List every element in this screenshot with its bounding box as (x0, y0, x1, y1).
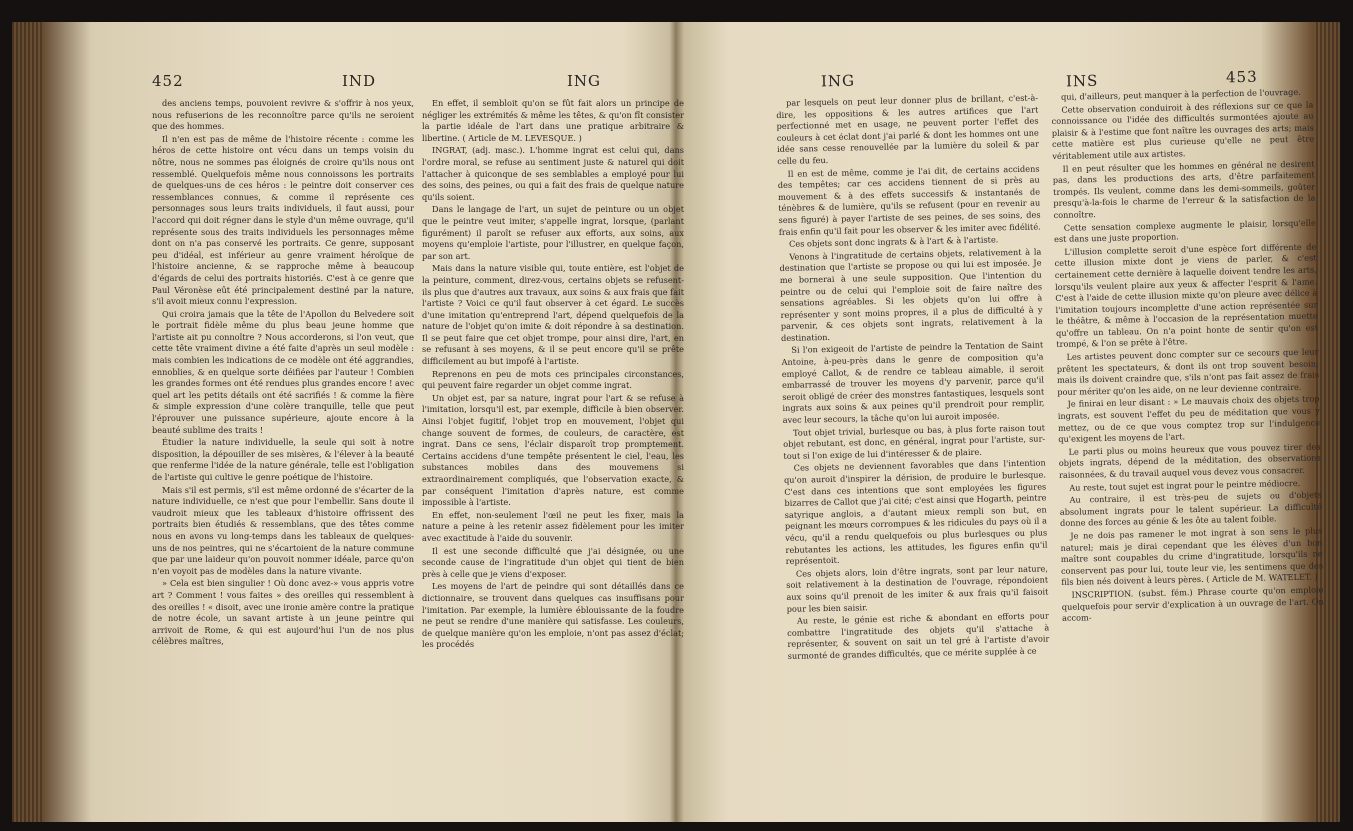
paragraph: qui, d'ailleurs, peut manquer à la perfection de l'ouvrage. (1060, 86, 1301, 102)
paragraph: Reprenons en peu de mots ces principales circonstances, qui peuvent faire regarder un objet comme ingrat. (422, 368, 684, 391)
paragraph: Mais dans la nature visible qui, toute entière, est l'objet de la peinture, comment, direz-vous, certains objets se refusent-ils plus que d'autres aux travaux, aux soins & aux frais que fait l'artiste ? Voici ce qu'il faut observer à cet égard. Le succès d'une imitation qu'entreprend l'art, dépend quelquefois de la nature de l'objet qu'on imite & doit répondre à sa destination. Il se peut faire que cet objet trompe, pour ainsi dire, l'art, en se refusant à ses moyens, & il se peut encore qu'il se prête difficilement au but impofé à l'artiste. (422, 263, 684, 367)
paragraph: Cette sensation complexe augmente le plaisir, lorsqu'elle est dans une juste proportion. (1053, 217, 1316, 245)
right-column-2 (1051, 87, 1328, 792)
paragraph: Cette observation conduiroit à des réflexions sur ce que la connoissance ou l'idée des difficultés surmontées ajoute au plaisir & à l'estime que font naître les ouvrages des arts; mais cette matière est plus curieuse qu'elle ne peut être véritablement utile aux artistes. (1051, 99, 1315, 161)
paragraph: Ces objets alors, loin d'être ingrats, sont par leur nature, soit relativement à la destination de l'ouvrage, répondoient aux soins qu'il prenoit de les imiter & aux frais qu'il faisoit pour les bien saisir. (786, 563, 1049, 614)
paragraph: Étudier la nature individuelle, la seule qui soit à notre disposition, la dépouiller de ses misères, & l'élever à la beauté que renferme l'idée de la nature générale, telle est l'obligation de l'artiste qui cultive le genre poétique de l'histoire. (152, 437, 414, 482)
paragraph: L'illusion complette seroit d'une espèce fort différente de cette illusion mixte dont je viens de parler, & c'est certainement cette dernière à laquelle doivent tendre les arts, lorsqu'ils veulent plaire aux yeux & affecter l'esprit & l'ame. C'est à l'aide de cette illusion mixte qu'on pleure avec délice à l'imitation toujours incomplette d'une action représentée sur le théâtre, & même à l'occasion de la représentation muette qu'offre un tableau. On n'a point honte de sentir qu'on est trompé, & l'on se prête à l'être. (1054, 241, 1319, 350)
left-header-ing: ING (567, 72, 602, 90)
left-page-number: 452 (152, 72, 184, 90)
right-column-1 (776, 93, 1053, 798)
paragraph: En effet, il sembloit qu'on se fût fait alors un principe de négliger les extrémités & même les têtes, & qu'on fît consister la partie idéale de l'art dans une pratique arbitraire & libertine. ( Article de M. LEVESQUE. ) (422, 98, 684, 143)
right-page (676, 22, 1340, 822)
paragraph: Au reste, le génie est riche & abondant en efforts pour combattre l'ingratitude des objets qu'il s'attache à représenter, & souvent on sait un tel gré à l'artiste d'avoir surmonté de grandes difficultés, que ce mérite supplée à ce (787, 610, 1050, 661)
right-header-ing: ING (820, 71, 856, 91)
paragraph: par lesquels on peut leur donner plus de brillant, c'est-à-dire, les oppositions & les autres artifices que l'art perfectionné met en usage, ne peuvent porter l'effet des couleurs à cet éclat dont j'ai parlé & dont les hommes ont une idée sans cesse renouvellée par la lumière du soleil & par celle du feu. (776, 92, 1040, 166)
paragraph: Au reste, tout sujet est ingrat pour le peintre médiocre. (1069, 477, 1301, 493)
paragraph: Ces objets sont donc ingrats & à l'art & à l'artiste. (788, 234, 999, 249)
paragraph: » Cela est bien singulier ! Où donc avez-» vous appris votre art ? Comment ! vous faites » des oreilles qui ressemblent à des oreilles ! « disoit, avec une ironie amère contre la pratique de notre école, un savant artiste à un jeune peintre qui arrivoit de Rome, & qui est aujourd'hui l'un de nos plus célèbres maîtres, (152, 578, 414, 647)
paragraph: des anciens temps, pouvoient revivre & s'offrir à nos yeux, nous refuserions de les reconnoître parce qu'ils ne seroient que des hommes. (152, 98, 414, 132)
paragraph: Je finirai en leur disant : » Le mauvais choix des objets trop ingrats, est souvent l'effet du peu de méditation que vous y mettez, ou de ce que vous comptez trop sur l'indulgence qu'exigent les moyens de l'art. (1057, 393, 1321, 445)
paragraph: Le parti plus ou moins heureux que vous pouvez tirer des objets ingrats, dépend de la méditation, des observations raisonnées, & du travail auquel vous devez vous consacrer. (1058, 441, 1321, 480)
paragraph: Qui croira jamais que la tête de l'Apollon du Belvedere soit le portrait fidèle même du plus beau jeune homme que l'artiste ait pu connoître ? Nous accorderons, si l'on veut, que cette tête vraiment divine a été faite d'après un seul modèle : mais combien les indications de ce modèle ont été aggrandies, ennoblies, & en quelque sorte déifiées par l'auteur ! Combien les grandes formes ont été rendues plus grandes encore ! avec quel art les petits détails ont été sacrifiés ! & comme la fière & simple expression d'une colère tranquille, telle que peut l'éprouver une puissance supérieure, ajoute encore à la beauté sublime des traits ! (152, 308, 414, 435)
open-book (12, 22, 1340, 822)
paragraph: INGRAT, (adj. masc.). L'homme ingrat est celui qui, dans l'ordre moral, se refuse au sentiment juste & naturel qui doit l'attacher à quiconque de ses semblables a employé pour lui des soins, des peines, ou qui a fait des frais de quelque nature qu'ils soient. (422, 145, 684, 202)
paragraph: Je ne dois pas ramener le mot ingrat à son sens le plus naturel; mais je dirai cependant que les élèves d'un bon maître sont coupables du crime d'ingratitude, lorsqu'ils ne conservent pas pour lui, toute leur vie, les sentimens que des fils bien nés doivent à leurs pères. ( Article de M. WATELET. ) (1060, 525, 1324, 588)
left-column-1 (152, 98, 414, 798)
paragraph: Un objet est, par sa nature, ingrat pour l'art & se refuse à l'imitation, lorsqu'il est, par exemple, difficile à bien observer. Ainsi l'objet fugitif, l'objet trop en mouvement, l'objet qui change souvent de formes, de couleurs, de caractère, est ingrat. Dans ce sens, l'éclair disparoît trop promptement. Certains accidens d'une tempête présentent le ciel, l'eau, les substances mobiles dans des mouvemens si extraordinairement compliqués, que l'observation exacte, & par conséquent l'imitation d'après nature, est comme impossible à l'artiste. (422, 392, 684, 508)
right-header-ins: INS (1065, 71, 1099, 91)
paragraph: INSCRIPTION. (subst. fém.) Phrase courte qu'on emploie quelquefois pour servir d'explication à un ouvrage de l'art. On accom- (1061, 584, 1324, 624)
paragraph: Dans le langage de l'art, un sujet de peinture ou un objet que le peintre veut imiter, s'appelle ingrat, lorsque, (parlant figurément) il paroît se refuser aux efforts, aux soins, aux moyens qu'emploie l'artiste, pour l'illustrer, en quelque façon, par son art. (422, 204, 684, 261)
paragraph: Venons à l'ingratitude de certains objets, relativement à la destination que l'artiste se propose ou qui lui est imposée. Je me bornerai à une seule supposition. Que l'intention du peintre ou de celui qui l'emploie soit de faire naître des sensations agréables. Si les objets qu'on lui offre à représenter y sont moins propres, il a plus de difficulté à y parvenir, & ces objets sont ingrats, relativement à la destination. (779, 246, 1043, 343)
left-page (12, 22, 684, 822)
paragraph: Tout objet trivial, burlesque ou bas, à plus forte raison tout objet rebutant, est donc, en général, ingrat pour l'artiste, sur-tout si l'on exige de lui d'intéresser & de plaire. (783, 422, 1046, 461)
paragraph: Il n'en est pas de même de l'histoire récente : comme les héros de cette histoire ont vécu dans un temps voisin du nôtre, nous ne sommes pas éloignés de croire qu'ils nous ont ressemblé. Quelquefois même nous connoissons les portraits de quelques-uns de ces héros : le peintre doit conserver ces ressemblances connues, & comme il représente ces personnages sous leurs traits individuels, il faut aussi, pour l'accord qui doit régner dans le style d'un même ouvrage, qu'il représente sous des traits individuels les personnages même dont on n'a pas conservé les portraits. Ce genre, supposant peu d'idéal, est inférieur au genre vraiment héroïque de l'histoire ancienne, & se rapproche même à beaucoup d'égards de celui des portraits historiés. C'est à ce genre que Paul Véronèse eût été principalement destiné par la nature, s'il avoit mieux connu l'expression. (152, 133, 414, 307)
paragraph: Les artistes peuvent donc compter sur ce secours que leur prêtent les spectateurs, & dont ils ont trop souvent besoin; mais ils doivent craindre que, s'ils n'ont pas fait assez de frais pour mériter qu'on les aide, on ne leur devienne contraire. (1056, 346, 1320, 397)
paragraph: Au contraire, il est très-peu de sujets ou d'objets absolument ingrats pour le talent supérieur. La difficulté donne des forces au génie & les ôte au talent foible. (1059, 489, 1322, 529)
left-header-ind: IND (342, 72, 377, 90)
paragraph: Il en est de même, comme je l'ai dit, de certains accidens des tempêtes; car ces accidens tiennent de si près au mouvement & à des effets successifs & instantanés de ténèbres & de lumière, qu'ils se refusent (pour en revenir au sens figuré) à payer l'artiste de ses peines, de ses soins, des frais enfin qu'il fait pour les observer & les imiter avec fidélité. (777, 163, 1041, 237)
paragraph: Il est une seconde difficulté que j'ai désignée, ou une seconde cause de l'ingratitude d'un objet qui tient de bien près à celle que je viens d'exposer. (422, 545, 684, 579)
left-column-2 (422, 98, 684, 798)
right-page-number: 453 (1225, 67, 1258, 87)
paragraph: Il en peut résulter que les hommes en général ne desirent pas, dans les productions des arts, d'être parfaitement trompés. Ils veulent, comme dans les demi-sommeils, goûter presqu'à-la-fois le charme de l'erreur & la satisfaction de la connoître. (1052, 158, 1316, 220)
paragraph: Les moyens de l'art de peindre qui sont détaillés dans ce dictionnaire, se trouvent dans quelques cas insuffisans pour l'imitation. Par exemple, la lumière éblouissante de la foudre ne peut se rendre d'une manière qui satisfasse. Les couleurs, de quelque manière qu'on les emploie, n'ont pas assez d'éclat; les procédés (422, 581, 684, 650)
paragraph: Ces objets ne deviennent favorables que dans l'intention qu'on auroit d'inspirer la dérision, de produire le burlesque. C'est dans ces intentions que sont employées les figures bizarres de Callot que j'ai cité; c'est ainsi que Hogarth, peintre satyrique anglois, a d'autant mieux rempli son but, en peignant les mœurs corrompues & les ridicules du pays où il a vécu, qu'il a rendu quelquefois ou plus burlesques ou plus rebutantes les actions, les attitudes, les figures enfin qu'il représentoit. (783, 457, 1048, 567)
paragraph: En effet, non-seulement l'œil ne peut les fixer, mais la nature a peine à les retenir assez fidèlement pour les imiter avec exactitude à l'aide du souvenir. (422, 509, 684, 543)
paragraph: Mais s'il est permis, s'il est même ordonné de s'écarter de la nature individuelle, ce n'est que pour l'embellir. Sans doute il vaudroit mieux que les tableaux d'histoire offrissent des portraits bien étudiés & ressemblans, que des têtes comme nous en avons vu long-temps dans les tableaux de quelques-uns de nos peintres, qui ne s'écartoient de la nature commune que par une laideur qu'on pouvoit nommer idéale, parce qu'on n'en voyoit pas de modèles dans la nature vivante. (152, 484, 414, 576)
paragraph: Si l'on exigeoit de l'artiste de peindre la Tentation de Saint Antoine, à-peu-près dans le genre de composition qu'a employé Callot, & de rendre ce tableau aimable, il seroit embarrassé de trouver les moyens d'y parvenir, parce qu'il seroit obligé de créer des monstres fantastiques, lesquels sont ingrats aux soins & aux peines qu'il prendroit pour remplir, avec leur secours, la tâche qu'on lui auroit imposée. (781, 339, 1045, 425)
